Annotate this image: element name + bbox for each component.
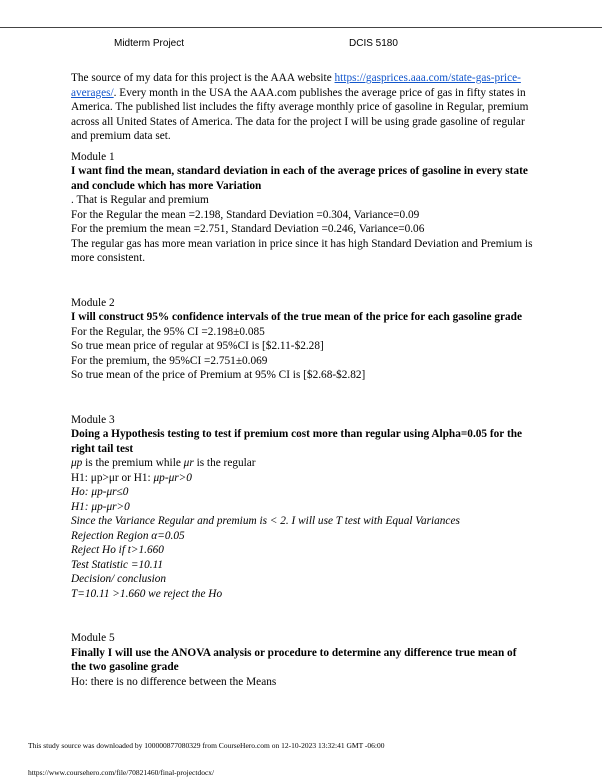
module-2-line: So true mean of the price of Premium at 95% CI is [$2.68-$2.82]	[71, 369, 366, 381]
header-rule	[0, 27, 602, 28]
module-2-title: I will construct 95% confidence intervals of the true mean of the price for each gasoline grade	[71, 311, 522, 323]
module-3	[71, 413, 533, 602]
mu-text-1: is the premium while	[82, 457, 184, 469]
document-body	[71, 71, 533, 689]
module-5-line: Ho: there is no difference between the Means	[71, 675, 277, 688]
module-1	[71, 150, 533, 266]
module-1-line: . That is Regular and premium	[71, 194, 209, 206]
module-3-italic-line: Test Statistic =10.11	[71, 558, 164, 571]
module-1-label: Module 1	[71, 150, 115, 163]
module-3-italic-line: Ho: μp-μr≤0	[71, 486, 129, 498]
module-2-line: For the Regular, the 95% CI =2.198±0.085	[71, 325, 265, 338]
header-left: Midterm Project	[114, 38, 185, 49]
module-3-italic-line: H1: μp-μr>0	[71, 500, 130, 513]
module-1-title: I want find the mean, standard deviation in each of the average prices of gasoline in every state and conclude which has more Variation	[71, 165, 528, 192]
footer-source-note: This study source was downloaded by 100000877080329 from CourseHero.com on 12-10-2023 13:32:41 GMT -06:00	[28, 741, 385, 750]
mu-p: μp	[71, 457, 83, 469]
module-2-label: Module 2	[71, 296, 115, 309]
intro-text-after: . Every month in the USA the AAA.com publishes the average price of gas in fifty states in America. The published list includes the fifty average monthly price of gasoline in Regular, premium across all United States of America. The data for the project I will be using grade gasoline of regular and premium data set.	[71, 86, 529, 142]
header-right: DCIS 5180	[349, 38, 398, 49]
mu-text-2: is the regular	[193, 457, 256, 469]
module-3-line-mu	[71, 456, 533, 471]
module-5-label: Module 5	[71, 632, 115, 644]
module-5-title: Finally I will use the ANOVA analysis or procedure to determine any difference true mean of the two gasoline grade	[71, 646, 517, 673]
module-1-line: For the premium the mean =2.751, Standard Deviation =0.246, Variance=0.06	[71, 223, 425, 235]
mu-r: μr	[183, 457, 194, 469]
intro-paragraph	[71, 71, 533, 144]
module-2-line: For the premium, the 95%CI =2.751±0.069	[71, 354, 268, 367]
module-3-italic-line: T=10.11 >1.660 we reject the Ho	[71, 587, 223, 600]
module-2	[71, 296, 533, 383]
source-link[interactable]: https://gasprices.aaa.com/state-gas-price-averages/	[71, 72, 521, 99]
module-1-line: For the Regular the mean =2.198, Standard Deviation =0.304, Variance=0.09	[71, 208, 420, 221]
h1-italic: μp-μr>0	[153, 471, 192, 484]
module-3-label: Module 3	[71, 413, 115, 426]
module-3-italic-line: Rejection Region α=0.05	[71, 529, 185, 542]
module-3-italic-line: Since the Variance Regular and premium is < 2. I will use T test with Equal Variances	[71, 515, 460, 527]
h1-text: H1: μp>μr or H1:	[71, 471, 154, 484]
module-3-title: Doing a Hypothesis testing to test if premium cost more than regular using Alpha=0.05 for the right tail test	[71, 428, 522, 455]
module-5	[71, 631, 533, 689]
module-1-line: The regular gas has more mean variation in price since it has high Standard Deviation and Premium is more consistent.	[71, 237, 533, 264]
footer-url: https://www.coursehero.com/file/70821460/final-projectdocx/	[28, 768, 215, 777]
module-3-italic-line: Reject Ho if t>1.660	[71, 544, 164, 556]
module-3-line-h1	[71, 471, 533, 486]
intro-text-before: The source of my data for this project is the AAA website	[71, 72, 335, 84]
module-2-line: So true mean price of regular at 95%CI is [$2.11-$2.28]	[71, 340, 324, 352]
module-3-italic-line: Decision/ conclusion	[71, 573, 167, 585]
